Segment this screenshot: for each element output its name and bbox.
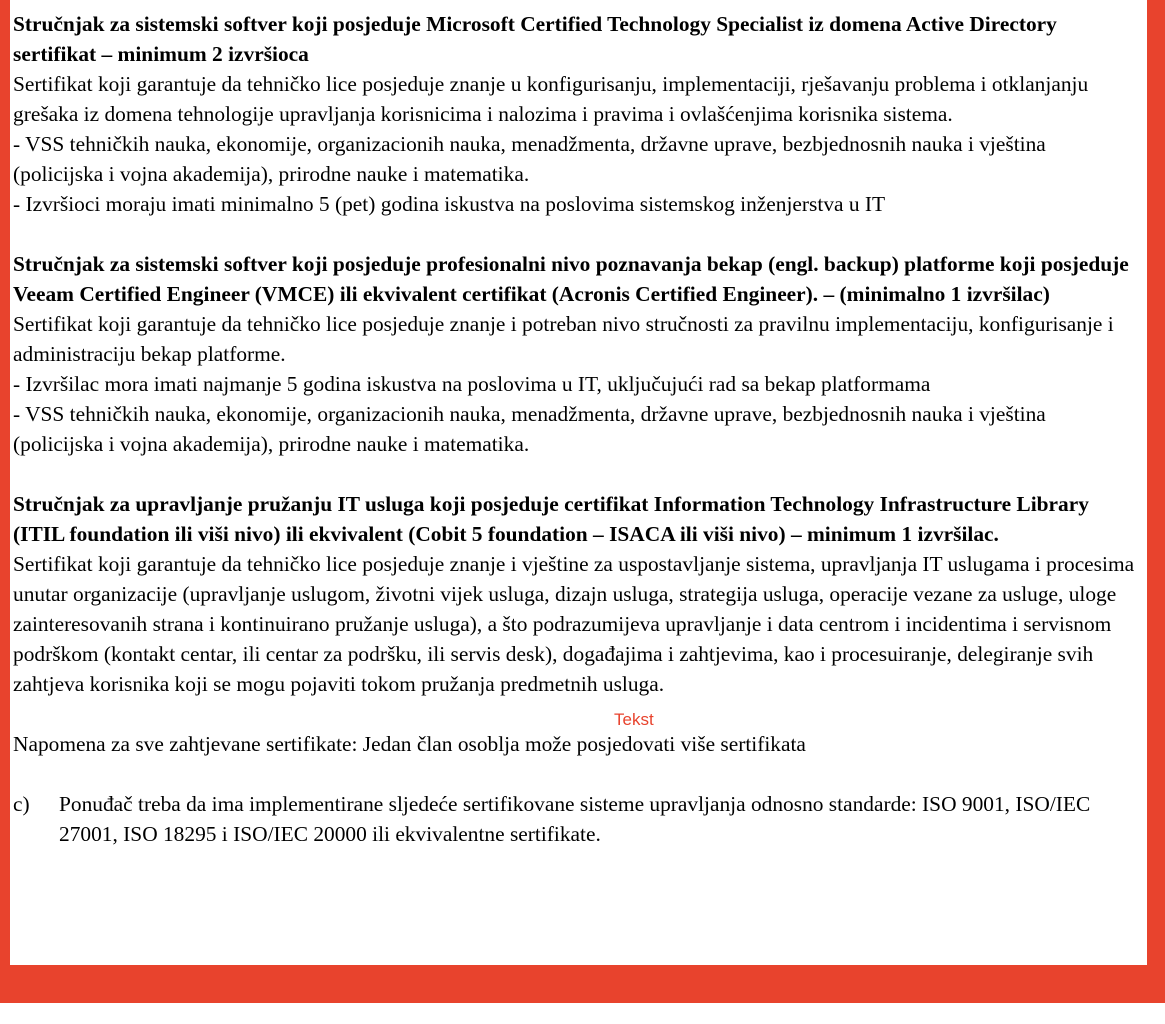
note-block (13, 729, 1138, 759)
paragraph: Sertifikat koji garantuje da tehničko lice posjeduje znanje i vještine za uspostavljanje sistema, upravljanja IT uslugama i procesima unutar organizacije (upravljanje uslugom, životni vijek usluga, dizajn usluga, strategija usluga, operacije vezane za usluge, uloge zainteresovanih strana i kontinuirano pružanje usluga), a što podrazumijeva upravljanje i data centrom i incidentima i servisnom podrškom (kontakt centar, ili centar za podršku, ili servis desk), događajima i zahtjevima, kao i procesuiranje, delegiranje svih zahtjeva korisnika koji se mogu pojaviti tokom pružanja predmetnih usluga. (13, 552, 1135, 696)
list-item-text: Ponuđač treba da ima implementirane sljedeće sertifikovane sisteme upravljanja odnosno standarde: ISO 9001, ISO/IEC 27001, ISO 18295 i ISO/IEC 20000 ili ekvivalentne sertifikate. (59, 792, 1091, 846)
note-text: Napomena za sve zahtjevane sertifikate: Jedan član osoblja može posjedovati više sertifikata (13, 732, 806, 756)
spacer (13, 759, 1138, 789)
section-heading: Stručnjak za sistemski softver koji posjeduje Microsoft Certified Technology Specialist iz domena Active Directory sertifikat – minimum 2 izvršioca (13, 12, 1057, 66)
section-itil (13, 489, 1138, 699)
spacer (13, 219, 1138, 249)
tekst-label[interactable]: Tekst (614, 710, 654, 729)
paragraph: - Izvršioci moraju imati minimalno 5 (pet) godina iskustva na poslovima sistemskog inženjerstva u IT (13, 192, 886, 216)
section-active-directory (13, 9, 1138, 219)
paragraph: - VSS tehničkih nauka, ekonomije, organizacionih nauka, menadžmenta, državne uprave, bezbjednosnih nauka i vještina (policijska i vojna akademija), prirodne nauke i matematika. (13, 402, 1046, 456)
clipped-text-line (13, 994, 18, 1024)
spacer (13, 459, 1138, 489)
paragraph: - VSS tehničkih nauka, ekonomije, organizacionih nauka, menadžmenta, državne uprave, bezbjednosnih nauka i vještina (policijska i vojna akademija), prirodne nauke i matematika. (13, 132, 1046, 186)
paragraph: Sertifikat koji garantuje da tehničko lice posjeduje znanje u konfigurisanju, implementaciji, rješavanju problema i otklanjanju grešaka iz domena tehnologije upravljanja korisnicima i nalozima i pravima i ovlašćenjima korisnika sistema. (13, 72, 1089, 126)
paragraph: - Izvršilac mora imati najmanje 5 godina iskustva na poslovima u IT, uključujući rad sa bekap platformama (13, 372, 931, 396)
section-backup-platform (13, 249, 1138, 459)
list-item-c (13, 789, 1138, 849)
section-heading: Stručnjak za sistemski softver koji posjeduje profesionalni nivo poznavanja bekap (engl. backup) platforme koji posjeduje Veeam Certified Engineer (VMCE) ili ekvivalent certifikat (Acronis Certified Engineer). – (minimalno 1 izvršilac) (13, 252, 1129, 306)
document-content (13, 9, 1138, 849)
section-heading: Stručnjak za upravljanje pružanju IT usluga koji posjeduje certifikat Information Technology Infrastructure Library (ITIL foundation ili viši nivo) ili ekvivalent (Cobit 5 foundation – ISACA ili viši nivo) – minimum 1 izvršilac. (13, 492, 1089, 546)
list-marker: c) (13, 792, 30, 816)
paragraph: Sertifikat koji garantuje da tehničko lice posjeduje znanje i potreban nivo stručnosti za pravilnu implementaciju, konfigurisanje i administraciju bekap platforme. (13, 312, 1114, 366)
spacer (13, 699, 1138, 729)
